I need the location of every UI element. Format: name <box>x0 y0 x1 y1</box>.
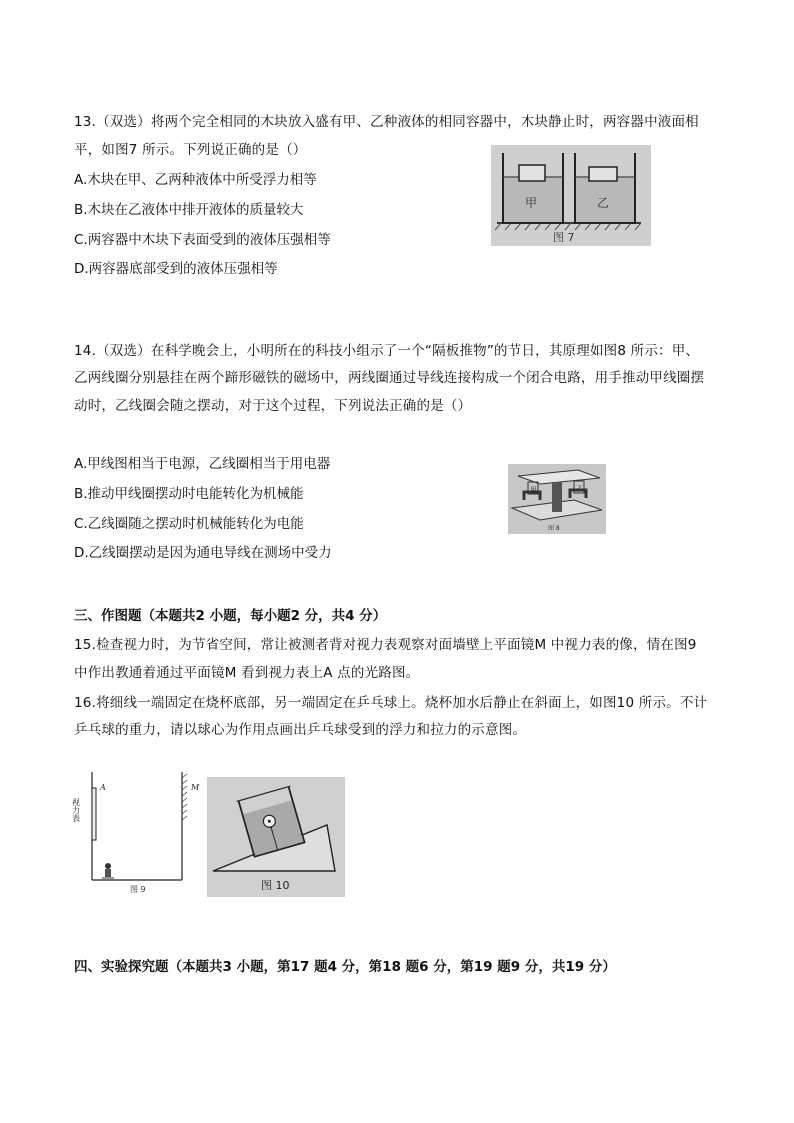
fig8-label-right: 乙 <box>576 485 583 493</box>
fig7-caption: 图 7 <box>553 231 575 244</box>
q13-option-c: C.两容器中木块下表面受到的液体压强相等 <box>74 232 331 248</box>
figure-9 <box>71 770 204 896</box>
fig7-label-left: 甲 <box>525 196 538 210</box>
fig9-caption: 图 9 <box>130 885 146 894</box>
q14-option-d: D.乙线圈摆动是因为通电导线在测场中受力 <box>74 545 332 561</box>
q16-line1: 16.将细线一端固定在烧杯底部，另一端固定在乒乓球上。烧杯加水后静止在斜面上，如图10 所示。不计 <box>74 695 708 711</box>
q14-line1: 14.（双选）在科学晚会上，小明所在的科技小组示了一个“隔板推物”的节日，其原理如图8 所示：甲、 <box>74 343 700 359</box>
fig9-label-m: M <box>191 783 200 792</box>
fig9-label-a: A <box>100 783 106 792</box>
fig7-label-right: 乙 <box>597 196 610 210</box>
figure-8 <box>508 464 606 534</box>
q16-line2: 乒乓球的重力，请以球心为作用点画出乒乓球受到的浮力和拉力的示意图。 <box>74 722 527 738</box>
q13-option-a: A.木块在甲、乙两种液体中所受浮力相等 <box>74 172 317 188</box>
q14-option-a: A.甲线图相当于电源，乙线圈相当于用电器 <box>74 456 331 472</box>
q15-line1: 15.检查视力时，为节省空间，常让被测者背对视力表观察对面墙壁上平面镜M 中视力表的像，情在图9 <box>74 637 697 653</box>
q14-line2: 乙两线圈分别悬挂在两个蹄形磁铁的磁场中，两线圈通过导线连接构成一个闭合电路，用手推动甲线圈摆 <box>74 370 705 386</box>
fig8-label-left: 甲 <box>530 486 537 494</box>
q13-option-b: B.木块在乙液体中排开液体的质量较大 <box>74 202 304 218</box>
figure-7 <box>491 145 651 246</box>
q14-option-b: B.推动甲线圈摆动时电能转化为机械能 <box>74 486 304 502</box>
fig8-caption: 图 8 <box>548 525 560 532</box>
q14-option-c: C.乙线圈随之摆动时机械能转化为电能 <box>74 516 304 532</box>
q14-line3: 动时，乙线圈会随之摆动，对于这个过程，下列说法正确的是（） <box>74 398 472 414</box>
q15-line2: 中作出教通着通过平面镜M 看到视力表上A 点的光路图。 <box>74 665 420 681</box>
section-3-title: 三、作图题（本题共2 小题，每小题2 分，共4 分） <box>74 608 387 624</box>
figure-10 <box>207 777 345 897</box>
fig9-chart-label: 视力表 <box>71 798 81 822</box>
fig10-caption: 图 10 <box>261 879 290 892</box>
q13-option-d: D.两容器底部受到的液体压强相等 <box>74 261 278 277</box>
q13-line1: 13.（双选）将两个完全相同的木块放入盛有甲、乙种液体的相同容器中，木块静止时，两容器中液面相 <box>74 114 699 130</box>
q13-line2: 平，如图7 所示。下列说正确的是（） <box>74 142 307 158</box>
section-4-title: 四、实验探究题（本题共3 小题，第17 题4 分，第18 题6 分，第19 题9 分，共19 分） <box>74 959 616 975</box>
